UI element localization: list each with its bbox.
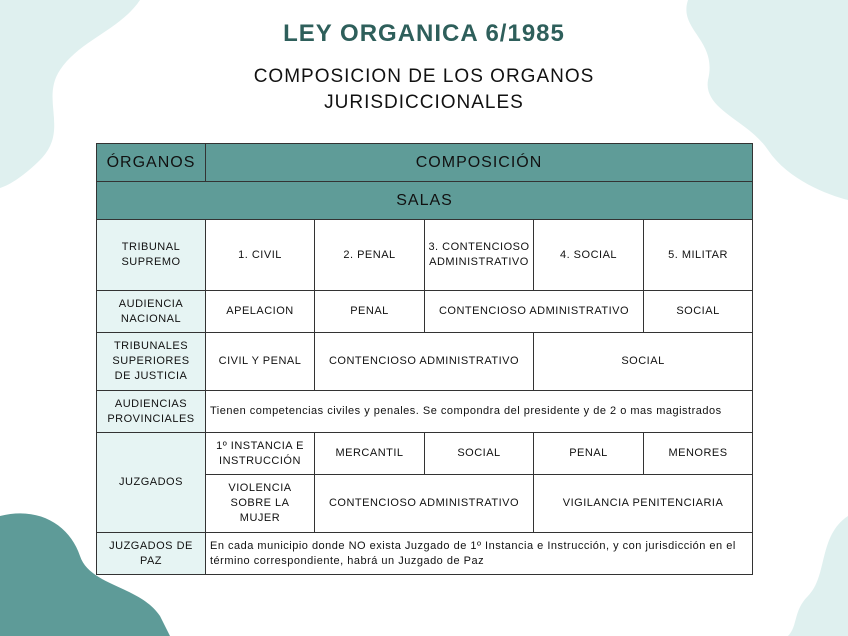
header-salas: SALAS <box>97 182 753 220</box>
organ-juzgados-paz: JUZGADOS DE PAZ <box>97 533 206 575</box>
table-cell: 5. MILITAR <box>644 220 753 291</box>
page-subtitle <box>0 64 848 116</box>
table-cell: En cada municipio donde NO exista Juzgado de 1º Instancia e Instrucción, y con jurisdicción en el término correspondiente, habrá un Juzgado de Paz <box>206 533 753 575</box>
table-cell: Tienen competencias civiles y penales. Se compondra del presidente y de 2 o mas magistrados <box>206 391 753 433</box>
organ-juzgados: JUZGADOS <box>97 433 206 533</box>
header-composicion: COMPOSICIÓN <box>206 144 753 182</box>
table-cell: APELACION <box>206 291 315 333</box>
table-row <box>97 333 753 391</box>
table-cell: SOCIAL <box>534 333 753 391</box>
header-organos: ÓRGANOS <box>97 144 206 182</box>
organ-tsj: TRIBUNALES SUPERIORES DE JUSTICIA <box>97 333 206 391</box>
table-row <box>97 291 753 333</box>
subtitle-line: JURISDICCIONALES <box>324 92 524 113</box>
table-cell: SOCIAL <box>425 433 534 475</box>
table-cell: VIGILANCIA PENITENCIARIA <box>534 475 753 533</box>
table-cell: PENAL <box>315 291 425 333</box>
table-cell: 1º INSTANCIA E INSTRUCCIÓN <box>206 433 315 475</box>
table-cell: CONTENCIOSO ADMINISTRATIVO <box>315 333 534 391</box>
table-row <box>97 220 753 291</box>
page-title: LEY ORGANICA 6/1985 <box>283 20 565 47</box>
table-row <box>97 391 753 433</box>
table-cell: CONTENCIOSO ADMINISTRATIVO <box>315 475 534 533</box>
organ-tribunal-supremo: TRIBUNAL SUPREMO <box>97 220 206 291</box>
table-cell: CIVIL Y PENAL <box>206 333 315 391</box>
table-cell: MERCANTIL <box>315 433 425 475</box>
table-cell: VIOLENCIA SOBRE LA MUJER <box>206 475 315 533</box>
table-cell: CONTENCIOSO ADMINISTRATIVO <box>425 291 644 333</box>
table-cell: 1. CIVIL <box>206 220 315 291</box>
table-cell: MENORES <box>644 433 753 475</box>
table-salas-row <box>97 182 753 220</box>
subtitle-line: COMPOSICION DE LOS ORGANOS <box>253 66 595 87</box>
table-row <box>97 433 753 475</box>
decorative-blob-bottom-right <box>748 516 848 636</box>
table-cell: 4. SOCIAL <box>534 220 644 291</box>
organ-audiencias-provinciales: AUDIENCIAS PROVINCIALES <box>97 391 206 433</box>
composition-table <box>96 143 753 575</box>
table-cell: 2. PENAL <box>315 220 425 291</box>
table-row <box>97 533 753 575</box>
table-cell: PENAL <box>534 433 644 475</box>
table-cell: SOCIAL <box>644 291 753 333</box>
table-header-row <box>97 144 753 182</box>
organ-audiencia-nacional: AUDIENCIA NACIONAL <box>97 291 206 333</box>
table-cell: 3. CONTENCIOSO ADMINISTRATIVO <box>425 220 534 291</box>
